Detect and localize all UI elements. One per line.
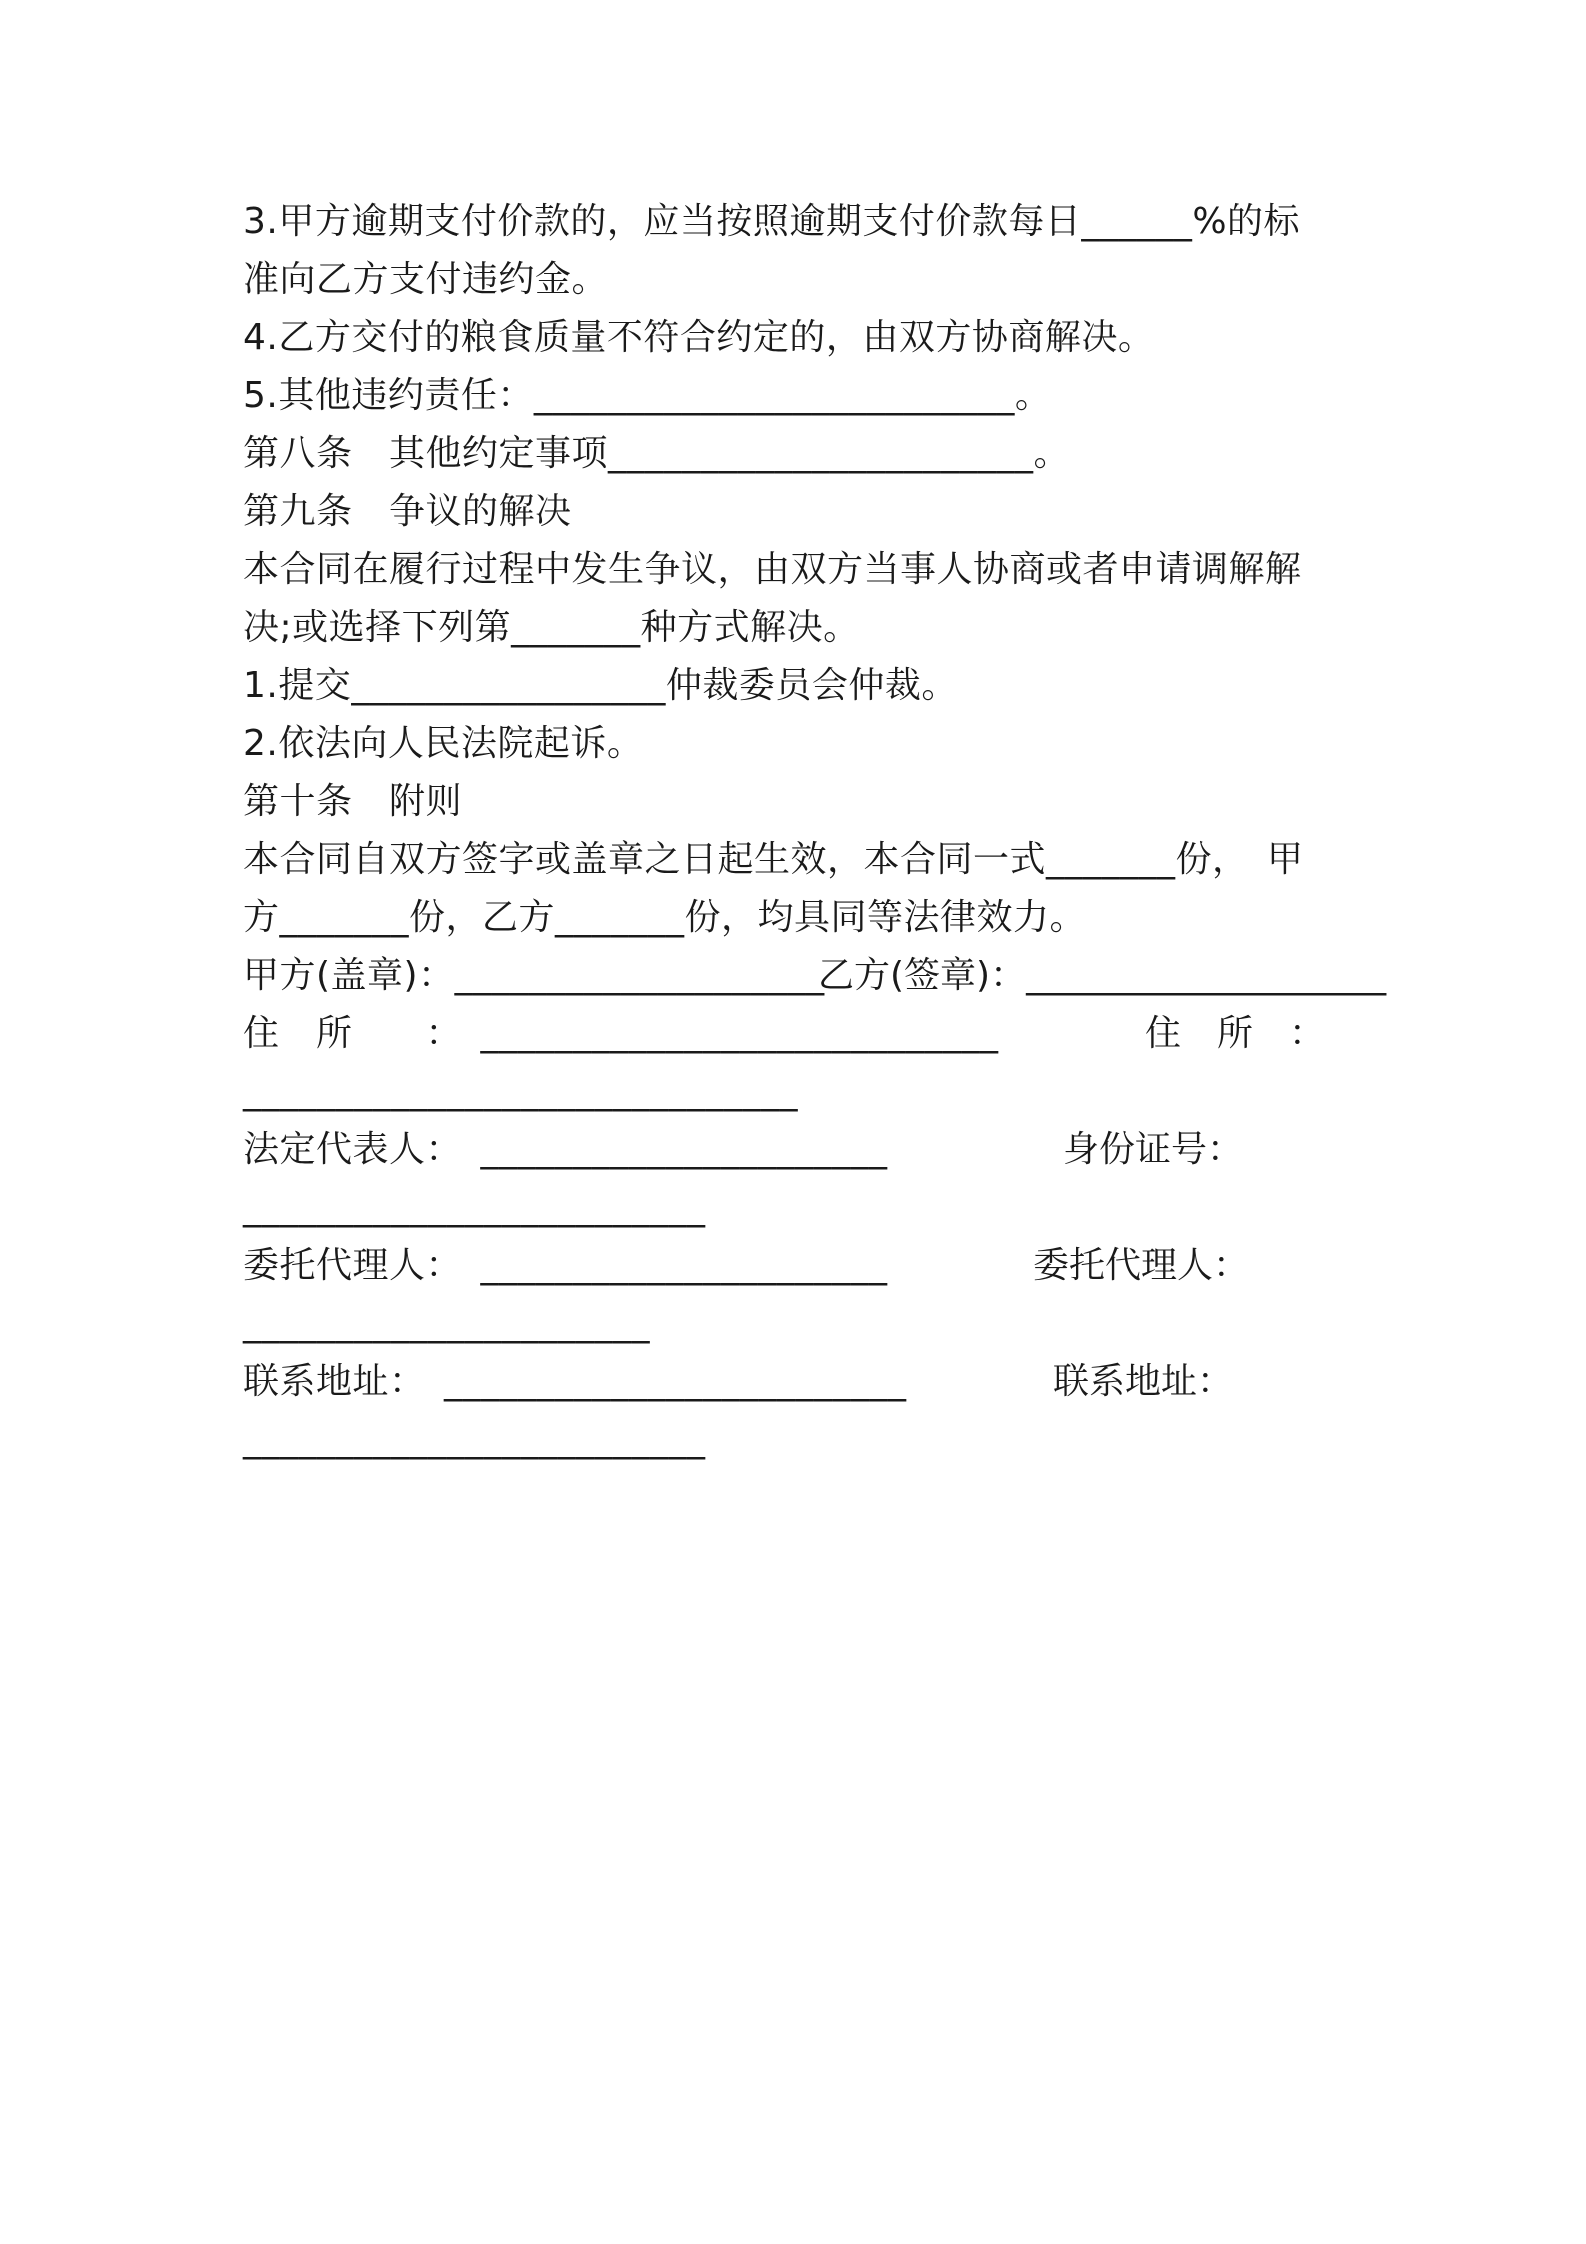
clause-10-body-cont: 方_______份，乙方_______份，均具同等法律效力。	[243, 897, 1087, 938]
residence-a-field: 住 所 ： ____________________________	[243, 1013, 999, 1054]
id-number-blank: _________________________	[243, 1187, 706, 1228]
address-a-field: 联系地址： _________________________	[243, 1361, 907, 1402]
legal-representative-field: 法定代表人： ______________________	[243, 1129, 888, 1170]
clause-7-item-3: 3.甲方逾期支付价款的，应当按照逾期支付价款每日______%的标	[243, 201, 1301, 242]
clause-10-heading: 第十条 附则	[243, 781, 463, 822]
clause-8-heading: 第八条 其他约定事项_______________________。	[243, 433, 1071, 474]
clause-9-body-cont: 决;或选择下列第_______种方式解决。	[243, 607, 860, 648]
party-b-seal-field: 乙方(签章)：____________________	[818, 955, 1387, 996]
clause-10-body: 本合同自双方签字或盖章之日起生效，本合同一式_______份， 甲	[243, 839, 1304, 880]
residence-b-label: 住 所 ：	[1145, 1013, 1326, 1054]
clause-7-item-3-cont: 准向乙方支付违约金。	[243, 259, 609, 300]
party-a-seal-field: 甲方(盖章)：____________________	[243, 955, 825, 996]
address-b-label: 联系地址：	[1053, 1361, 1234, 1402]
clause-9-heading: 第九条 争议的解决	[243, 491, 572, 532]
agent-b-blank: ______________________	[243, 1303, 650, 1344]
address-b-blank: _________________________	[243, 1419, 706, 1460]
agent-a-field: 委托代理人： ______________________	[243, 1245, 888, 1286]
agent-b-label: 委托代理人：	[1033, 1245, 1250, 1286]
clause-7-item-4: 4.乙方交付的粮食质量不符合约定的，由双方协商解决。	[243, 317, 1155, 358]
residence-b-blank: ______________________________	[243, 1071, 798, 1112]
clause-7-item-5: 5.其他违约责任：__________________________。	[243, 375, 1052, 416]
clause-9-body: 本合同在履行过程中发生争议，由双方当事人协商或者申请调解解	[243, 549, 1302, 590]
clause-9-option-1: 1.提交_________________仲裁委员会仲裁。	[243, 665, 958, 706]
id-number-label: 身份证号：	[1063, 1129, 1244, 1170]
clause-9-option-2: 2.依法向人民法院起诉。	[243, 723, 644, 764]
